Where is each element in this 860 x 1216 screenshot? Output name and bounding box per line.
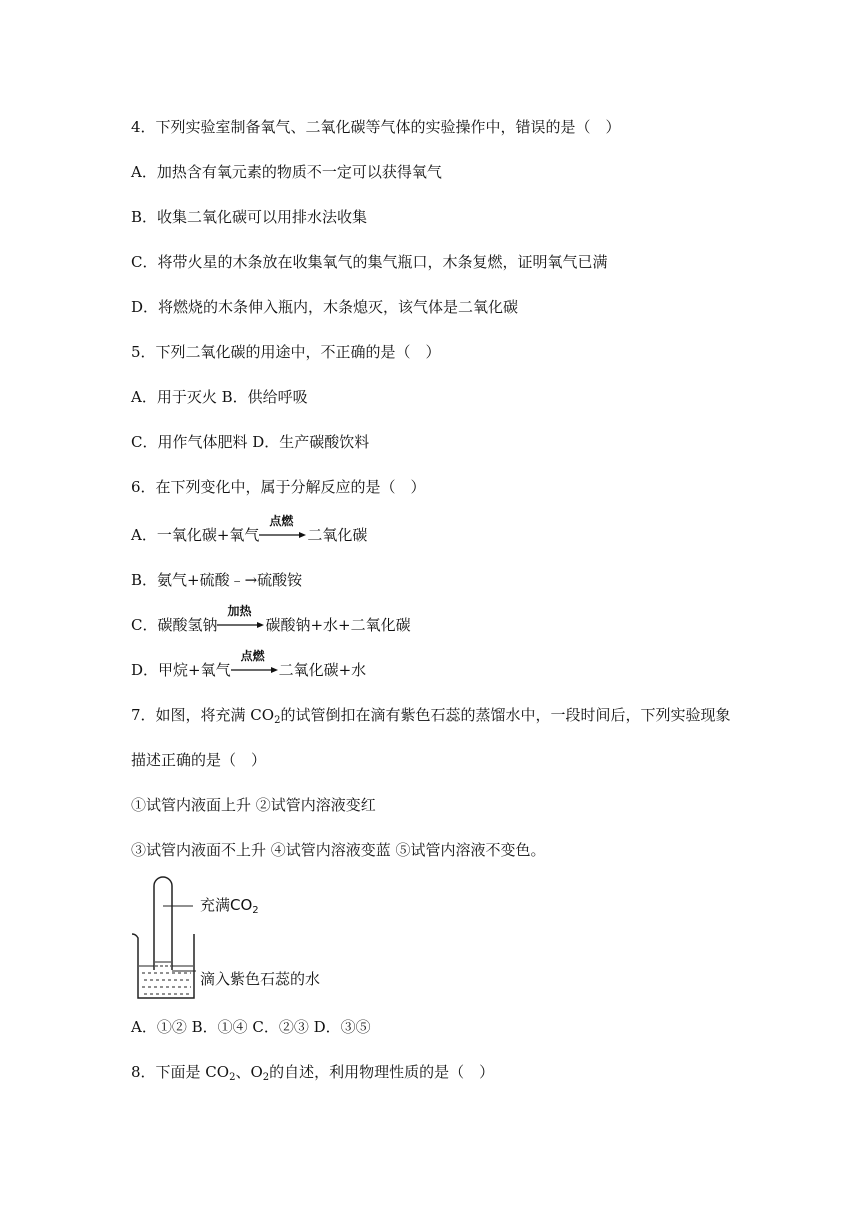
stem-text: 、O bbox=[235, 1063, 263, 1081]
subscript: 2 bbox=[262, 1072, 270, 1083]
question-6-option-b: B．氨气+硫酸﹣→硫酸铵 bbox=[131, 571, 303, 589]
reaction-condition: 点燃 bbox=[269, 514, 294, 528]
question-7-answer-options: A．①② B．①④ C．②③ D．③⑤ bbox=[131, 1018, 371, 1036]
subscript: 2 bbox=[274, 715, 281, 726]
stem-text: 7．如图，将充满 CO bbox=[131, 706, 275, 724]
arrow-icon bbox=[217, 618, 265, 632]
question-7-statements-1: ①试管内液面上升 ②试管内溶液变红 bbox=[131, 796, 376, 814]
question-4-option-c: C．将带火星的木条放在收集氧气的集气瓶口，木条复燃，证明氧气已满 bbox=[131, 253, 608, 271]
reaction-arrow bbox=[231, 649, 279, 680]
figure-label-water: 滴入紫色石蕊的水 bbox=[200, 970, 321, 988]
arrow-icon bbox=[259, 528, 307, 542]
test-tube-beaker-figure bbox=[128, 876, 368, 1008]
equation-reactants: D．甲烷+氧气 bbox=[131, 661, 231, 679]
stem-text: 的自述，利用物理性质的是（ ） bbox=[269, 1063, 495, 1081]
stem-text: 8．下面是 CO bbox=[131, 1063, 230, 1081]
arrow-icon bbox=[231, 663, 279, 677]
question-6-option-d bbox=[131, 649, 367, 680]
question-4-option-d: D．将燃烧的木条伸入瓶内，木条熄灭，该气体是二氧化碳 bbox=[131, 298, 519, 316]
question-7-statements-2: ③试管内液面不上升 ④试管内溶液变蓝 ⑤试管内溶液不变色。 bbox=[131, 841, 546, 859]
question-5-stem: 5．下列二氧化碳的用途中，不正确的是（ ） bbox=[131, 343, 441, 361]
label-text: 充满CO bbox=[200, 896, 253, 914]
subscript: 2 bbox=[252, 905, 259, 916]
question-4-option-b: B．收集二氧化碳可以用排水法收集 bbox=[131, 208, 368, 226]
question-6-option-c bbox=[131, 604, 411, 635]
equation-products: 碳酸钠+水+二氧化碳 bbox=[265, 616, 411, 634]
reaction-condition: 加热 bbox=[227, 604, 252, 618]
equation-reactants: C．碳酸氢钠 bbox=[131, 616, 218, 634]
question-6-option-a bbox=[131, 514, 368, 545]
reaction-arrow bbox=[259, 514, 307, 545]
reaction-arrow bbox=[217, 604, 265, 635]
figure-label-tube bbox=[200, 894, 259, 915]
equation-reactants: A．一氧化碳+氧气 bbox=[131, 526, 260, 544]
stem-text: 的试管倒扣在滴有紫色石蕊的蒸馏水中，一段时间后，下列实验现象 bbox=[280, 706, 731, 724]
question-7-stem-line-2: 描述正确的是（ ） bbox=[131, 751, 267, 769]
question-5-options-ab: A．用于灭火 B．供给呼吸 bbox=[131, 388, 308, 406]
question-6-stem: 6．在下列变化中，属于分解反应的是（ ） bbox=[131, 478, 426, 496]
question-4-option-a: A．加热含有氧元素的物质不一定可以获得氧气 bbox=[131, 163, 442, 181]
subscript: 2 bbox=[229, 1072, 236, 1083]
question-4-stem: 4．下列实验室制备氧气、二氧化碳等气体的实验操作中，错误的是（ ） bbox=[131, 118, 621, 136]
question-7-stem-line-1 bbox=[131, 705, 730, 725]
equation-products: 二氧化碳+水 bbox=[278, 661, 367, 679]
question-5-options-cd: C．用作气体肥料 D．生产碳酸饮料 bbox=[131, 433, 370, 451]
reaction-condition: 点燃 bbox=[240, 649, 265, 663]
question-8-stem bbox=[131, 1062, 494, 1082]
equation-products: 二氧化碳 bbox=[307, 526, 368, 544]
